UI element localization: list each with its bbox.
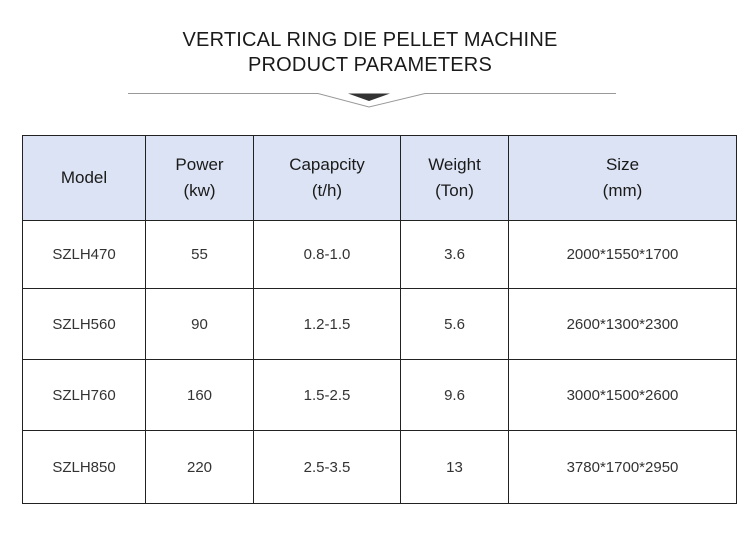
table-row: [23, 289, 737, 360]
cell-power: 220: [146, 431, 254, 504]
header-weight-label: Weight: [428, 155, 481, 174]
cell-capacity: 1.5-2.5: [254, 360, 401, 431]
header-model-label: Model: [60, 168, 108, 187]
cell-weight: 5.6: [401, 289, 509, 360]
header-capacity: [254, 136, 401, 221]
cell-weight: 13: [401, 431, 509, 504]
chevron-down-icon: [348, 94, 390, 102]
table-header-row: [23, 136, 737, 221]
table-row: [23, 360, 737, 431]
cell-model: SZLH850: [23, 431, 146, 504]
cell-power: 90: [146, 289, 254, 360]
cell-weight: 9.6: [401, 360, 509, 431]
cell-model: SZLH560: [23, 289, 146, 360]
header-size-label: Size: [605, 155, 640, 174]
header-power-unit: (kw): [183, 181, 216, 200]
cell-size: 2000*1550*1700: [509, 221, 737, 289]
cell-weight: 3.6: [401, 221, 509, 289]
title-divider: [0, 0, 750, 120]
table-row: [23, 431, 737, 504]
cell-size: 3000*1500*2600: [509, 360, 737, 431]
header-capacity-unit: (t/h): [311, 181, 343, 200]
parameters-table: [22, 135, 737, 504]
header-power-label: Power: [175, 155, 224, 174]
cell-size: 2600*1300*2300: [509, 289, 737, 360]
cell-model: SZLH470: [23, 221, 146, 289]
cell-capacity: 1.2-1.5: [254, 289, 401, 360]
cell-power: 55: [146, 221, 254, 289]
header-weight-unit: (Ton): [435, 181, 474, 200]
cell-capacity: 0.8-1.0: [254, 221, 401, 289]
header-weight: [401, 136, 509, 221]
page-title: VERTICAL RING DIE PELLET MACHINE: [182, 29, 558, 51]
cell-power: 160: [146, 360, 254, 431]
header-capacity-label: Capapcity: [289, 155, 365, 174]
header-size: [509, 136, 737, 221]
page-subtitle: PRODUCT PARAMETERS: [247, 54, 492, 76]
header-model: [23, 136, 146, 221]
cell-size: 3780*1700*2950: [509, 431, 737, 504]
header-size-unit: (mm): [602, 181, 643, 200]
header-power: [146, 136, 254, 221]
cell-capacity: 2.5-3.5: [254, 431, 401, 504]
table-row: [23, 221, 737, 289]
cell-model: SZLH760: [23, 360, 146, 431]
